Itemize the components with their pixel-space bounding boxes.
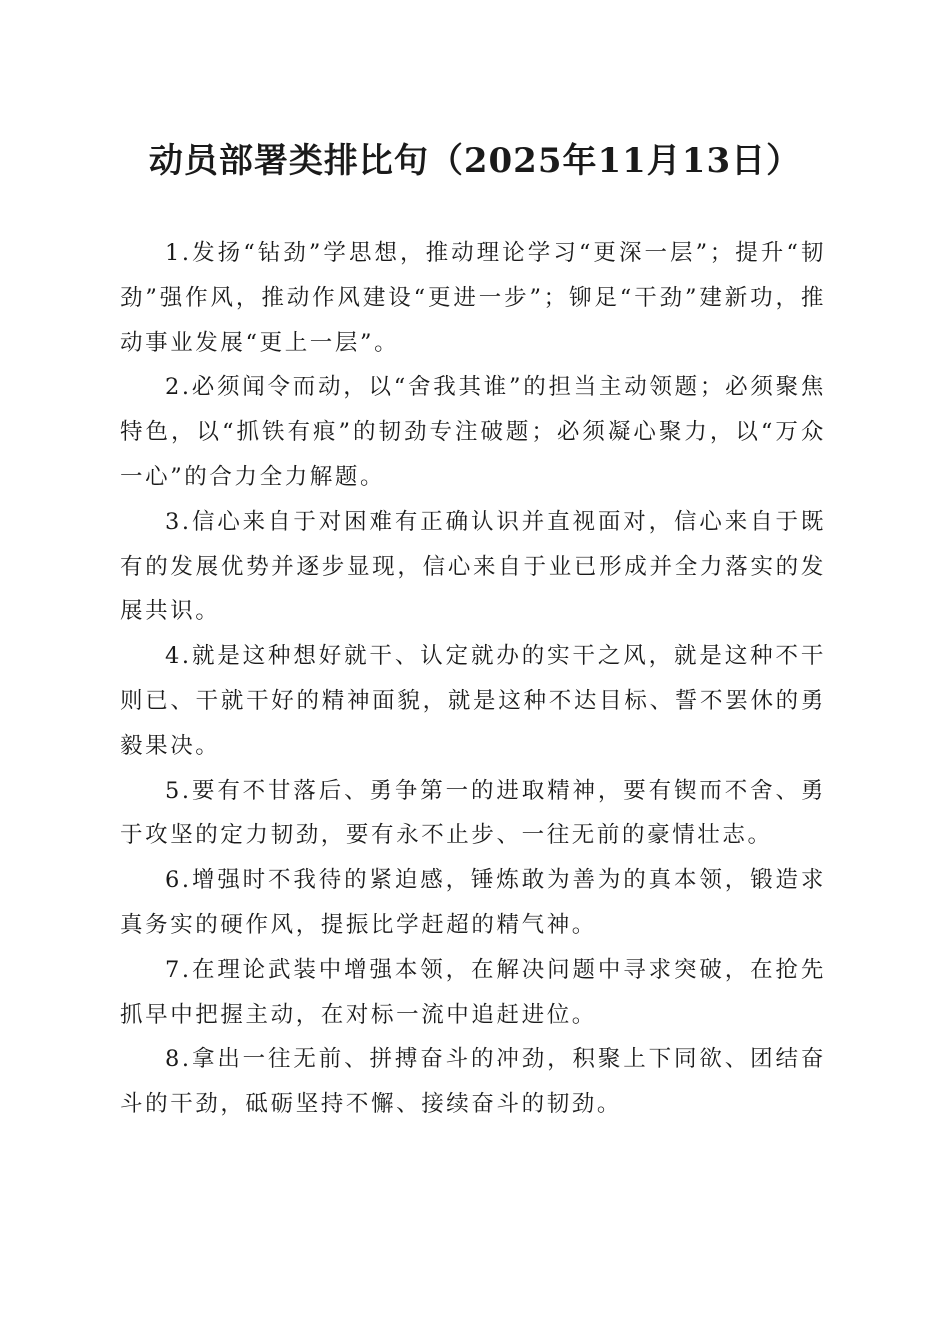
paragraph-6: 6.增强时不我待的紧迫感，锤炼敢为善为的真本领，锻造求真务实的硬作风，提振比学赶超的精气神。 (120, 867, 826, 938)
paragraph-4: 4.就是这种想好就干、认定就办的实干之风，就是这种不干则已、干就干好的精神面貌，就是这种不达目标、誓不罢休的勇毅果决。 (120, 643, 826, 759)
paragraph-3: 3.信心来自于对困难有正确认识并直视面对，信心来自于既有的发展优势并逐步显现，信心来自于业已形成并全力落实的发展共识。 (120, 508, 826, 625)
page-title: 动员部署类排比句（2025年11月13日） (148, 141, 802, 181)
document-body (120, 231, 826, 1127)
paragraph-7: 7.在理论武装中增强本领，在解决问题中寻求突破，在抢先抓早中把握主动，在对标一流中追赶进位。 (120, 956, 826, 1028)
paragraph-1: 1.发扬“钻劲”学思想，推动理论学习“更深一层”；提升“韧劲”强作风，推动作风建设“更进一步”；铆足“干劲”建新功，推动事业发展“更上一层”。 (120, 240, 826, 356)
paragraph-5: 5.要有不甘落后、勇争第一的进取精神，要有锲而不舍、勇于攻坚的定力韧劲，要有永不止步、一往无前的豪情壮志。 (120, 777, 826, 849)
paragraph-8: 8.拿出一往无前、拼搏奋斗的冲劲，积聚上下同欲、团结奋斗的干劲，砥砺坚持不懈、接续奋斗的韧劲。 (120, 1046, 826, 1118)
paragraph-2: 2.必须闻令而动，以“舍我其谁”的担当主动领题；必须聚焦特色，以“抓铁有痕”的韧劲专注破题；必须凝心聚力，以“万众一心”的合力全力解题。 (120, 374, 826, 490)
